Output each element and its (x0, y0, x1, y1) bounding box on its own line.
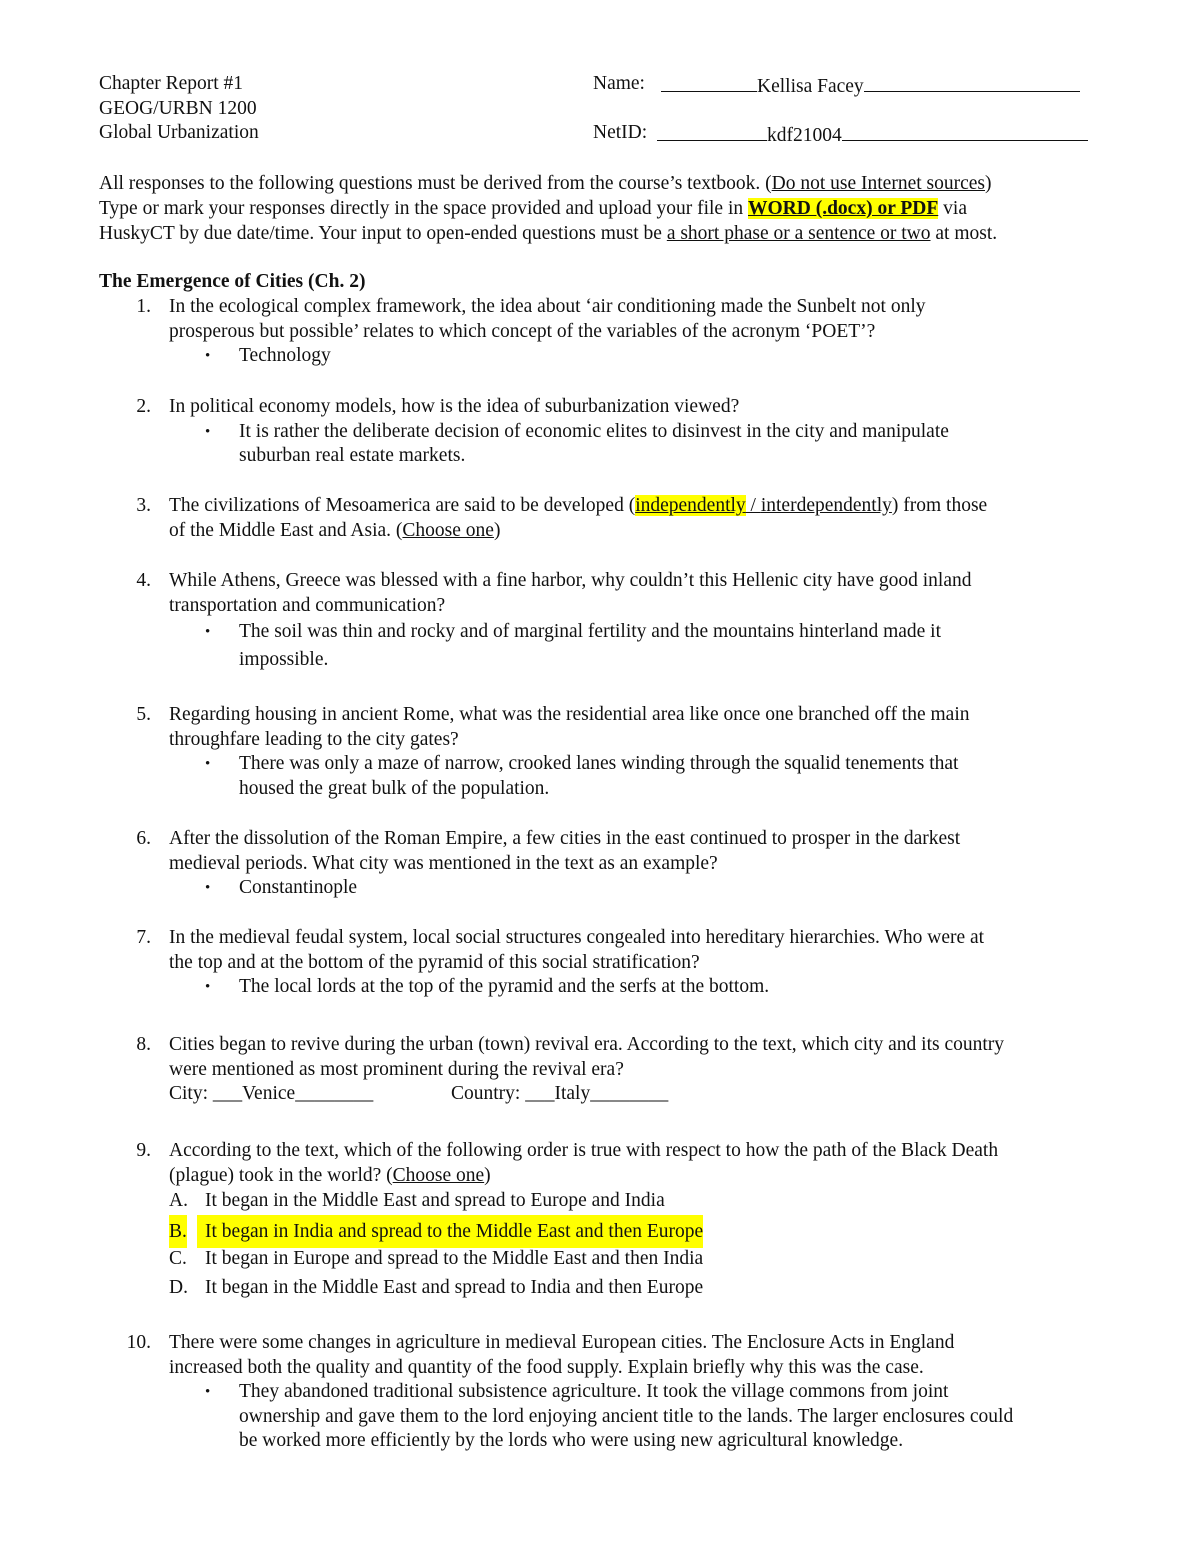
answer-line: Constantinople (239, 877, 358, 898)
option-letter: D. (169, 1277, 188, 1298)
option-d[interactable] (169, 1273, 1109, 1302)
country-value: ___Italy________ (525, 1083, 669, 1104)
question-text (169, 1139, 1109, 1188)
course-header (99, 72, 259, 146)
instructions-line-1 (99, 172, 1109, 197)
choice-group (635, 495, 892, 516)
question-line: While Athens, Greece was blessed with a fine harbor, why couldn’t this Hellenic city have good inland (169, 570, 972, 591)
answer-line: be worked more efficiently by the lords who were using new agricultural knowledge. (239, 1430, 904, 1451)
question-line: Cities began to revive during the urban (town) revival era. According to the text, which city and its country (169, 1034, 1005, 1055)
question-line (169, 494, 1109, 519)
instr-text: via (938, 198, 967, 219)
bullet-icon: • (205, 1384, 211, 1400)
option-letter: C. (169, 1248, 187, 1269)
question-2 (99, 395, 1109, 469)
question-line (169, 1164, 1109, 1189)
answer[interactable] (205, 876, 1109, 901)
answer-line: housed the great bulk of the population. (239, 777, 550, 799)
name-value: Kellisa Facey (757, 76, 864, 97)
netid-blank-left (657, 121, 767, 141)
question-7 (99, 926, 1109, 1000)
question-number: 3. (136, 495, 151, 516)
answer[interactable] (205, 344, 1109, 369)
question-line: In the ecological complex framework, the idea about ‘air conditioning made the Sunbelt not only (169, 296, 926, 317)
answer-line: Technology (239, 345, 331, 366)
question-text (169, 1331, 1109, 1380)
question-5 (99, 703, 1109, 801)
question-line: medieval periods. What city was mentioned in the text as an example? (169, 852, 718, 874)
option-a[interactable] (169, 1186, 1109, 1215)
question-line: prosperous but possible’ relates to which concept of the variables of the acronym ‘POET’? (169, 320, 876, 342)
bullet-icon: • (205, 880, 211, 896)
question-4 (99, 569, 1109, 674)
bullet-icon: • (205, 979, 211, 995)
question-text (169, 703, 1109, 752)
question-1 (99, 295, 1109, 369)
question-number: 2. (136, 396, 151, 417)
choice-interdependently[interactable]: interdependently (760, 495, 892, 516)
question-line (169, 519, 1109, 544)
question-number: 10. (126, 1332, 151, 1353)
choice-separator: / (745, 495, 761, 516)
question-fragment: ) from those (891, 495, 988, 516)
bullet-icon: • (205, 624, 211, 640)
name-row (593, 72, 864, 97)
no-internet-note: Do not use Internet sources (771, 173, 985, 194)
instr-text: ) (985, 173, 992, 194)
city-label: City: (169, 1083, 213, 1104)
question-number: 1. (136, 296, 151, 317)
section-title: The Emergence of Cities (Ch. 2) (99, 271, 366, 292)
length-note: a short phase or a sentence or two (666, 223, 931, 244)
question-number: 7. (136, 927, 151, 948)
option-text: It began in Europe and spread to the Middle East and then India (205, 1248, 704, 1269)
instructions-line-2 (99, 197, 1109, 222)
answer-line: impossible. (239, 649, 329, 670)
answer-line: suburban real estate markets. (239, 445, 466, 466)
question-3 (99, 494, 1109, 543)
city-value: ___Venice________ (212, 1083, 374, 1104)
option-text: It began in India and spread to the Middle East and then Europe (197, 1215, 703, 1248)
answer[interactable] (205, 420, 1109, 469)
question-6 (99, 827, 1109, 901)
question-line: transportation and communication? (169, 594, 446, 616)
question-text (169, 827, 1109, 876)
country-label: Country: (451, 1083, 526, 1104)
answer-line: It is rather the deliberate decision of economic elites to disinvest in the city and manipulate (239, 420, 949, 442)
question-number: 9. (136, 1140, 151, 1161)
question-fragment: ) (484, 1164, 491, 1186)
answer[interactable] (205, 618, 1109, 674)
option-letter: B. (169, 1215, 187, 1248)
bullet-icon: • (205, 756, 211, 772)
instr-text: All responses to the following questions must be derived from the course’s textbook. ( (99, 173, 772, 194)
option-b-selected[interactable] (169, 1215, 1109, 1244)
option-c[interactable] (169, 1244, 1109, 1273)
question-line: were mentioned as most prominent during the revival era? (169, 1058, 624, 1080)
country-answer[interactable] (451, 1082, 668, 1107)
answer[interactable] (205, 1380, 1109, 1454)
question-line: There were some changes in agriculture in medieval European cities. The Enclosure Acts in England (169, 1332, 955, 1353)
answer[interactable] (205, 975, 1109, 1000)
course-code: GEOG/URBN 1200 (99, 97, 257, 119)
question-10 (99, 1331, 1109, 1454)
question-number: 6. (136, 828, 151, 849)
file-format-highlight: WORD (.docx) or PDF (748, 198, 939, 219)
name-blank-left (661, 72, 757, 92)
bullet-icon: • (205, 423, 211, 440)
question-line: In the medieval feudal system, local social structures congealed into hereditary hierarchies. Who were at (169, 927, 985, 948)
question-line: According to the text, which of the following order is true with respect to how the path of the Black Death (169, 1140, 999, 1161)
report-title: Chapter Report #1 (99, 73, 244, 94)
question-fragment: of the Middle East and Asia. ( (169, 519, 403, 541)
netid-row (593, 121, 842, 146)
question-text (169, 295, 1109, 344)
city-answer[interactable] (169, 1082, 373, 1107)
question-line: increased both the quality and quantity of the food supply. Explain briefly why this was the case. (169, 1356, 924, 1378)
option-text: It began in the Middle East and spread to Europe and India (205, 1190, 665, 1211)
city-country-row (169, 1082, 1109, 1107)
name-label: Name: (593, 73, 645, 94)
question-line: Regarding housing in ancient Rome, what was the residential area like once one branched off the main (169, 704, 970, 725)
netid-field[interactable] (657, 121, 1088, 149)
instructions (99, 172, 1109, 247)
student-info (593, 72, 864, 146)
question-fragment: The civilizations of Mesoamerica are said to be developed ( (169, 495, 636, 516)
choose-one-note: Choose one (392, 1164, 485, 1186)
spacer-row (593, 97, 647, 122)
option-letter: A. (169, 1190, 188, 1211)
question-line: throughfare leading to the city gates? (169, 728, 459, 750)
instr-text: at most. (930, 223, 998, 244)
question-number: 5. (136, 704, 151, 725)
choose-one-note: Choose one (402, 519, 494, 541)
netid-value: kdf21004 (767, 125, 842, 146)
question-fragment: (plague) took in the world? ( (169, 1164, 393, 1186)
netid-label: NetID: (593, 122, 648, 143)
answer[interactable] (205, 752, 1109, 801)
name-blank-right (864, 72, 1080, 92)
option-text: It began in the Middle East and spread to India and then Europe (205, 1277, 704, 1298)
answer-line: There was only a maze of narrow, crooked lanes winding through the squalid tenements that (239, 753, 959, 774)
name-field[interactable] (661, 72, 1080, 100)
question-fragment: ) (493, 519, 501, 541)
bullet-icon: • (205, 348, 211, 364)
question-number: 8. (136, 1034, 151, 1055)
question-text (169, 494, 1109, 543)
choice-independently[interactable]: independently (635, 495, 746, 516)
course-name: Global Urbanization (99, 122, 259, 143)
netid-blank-right (842, 121, 1088, 141)
question-text (169, 1033, 1109, 1107)
question-8 (99, 1033, 1109, 1107)
answer-line: The soil was thin and rocky and of marginal fertility and the mountains hinterland made it (239, 621, 942, 642)
question-line: the top and at the bottom of the pyramid of this social stratification? (169, 951, 700, 973)
question-9 (99, 1139, 1109, 1302)
question-text (169, 569, 1109, 618)
question-line: In political economy models, how is the idea of suburbanization viewed? (169, 396, 740, 417)
instructions-line-3 (99, 222, 1109, 247)
question-number: 4. (136, 570, 151, 591)
answer-line: The local lords at the top of the pyramid and the serfs at the bottom. (239, 976, 770, 997)
question-text (169, 395, 1109, 420)
answer-line: They abandoned traditional subsistence agriculture. It took the village commons from joint (239, 1381, 949, 1402)
answer-line: ownership and gave them to the lord enjoying ancient title to the lands. The larger enclosures could (239, 1405, 1014, 1427)
instr-text: HuskyCT by due date/time. Your input to open-ended questions must be (99, 223, 667, 244)
question-line: After the dissolution of the Roman Empire, a few cities in the east continued to prosper in the darkest (169, 828, 961, 849)
question-text (169, 926, 1109, 975)
instr-text: Type or mark your responses directly in the space provided and upload your file in (99, 198, 748, 219)
